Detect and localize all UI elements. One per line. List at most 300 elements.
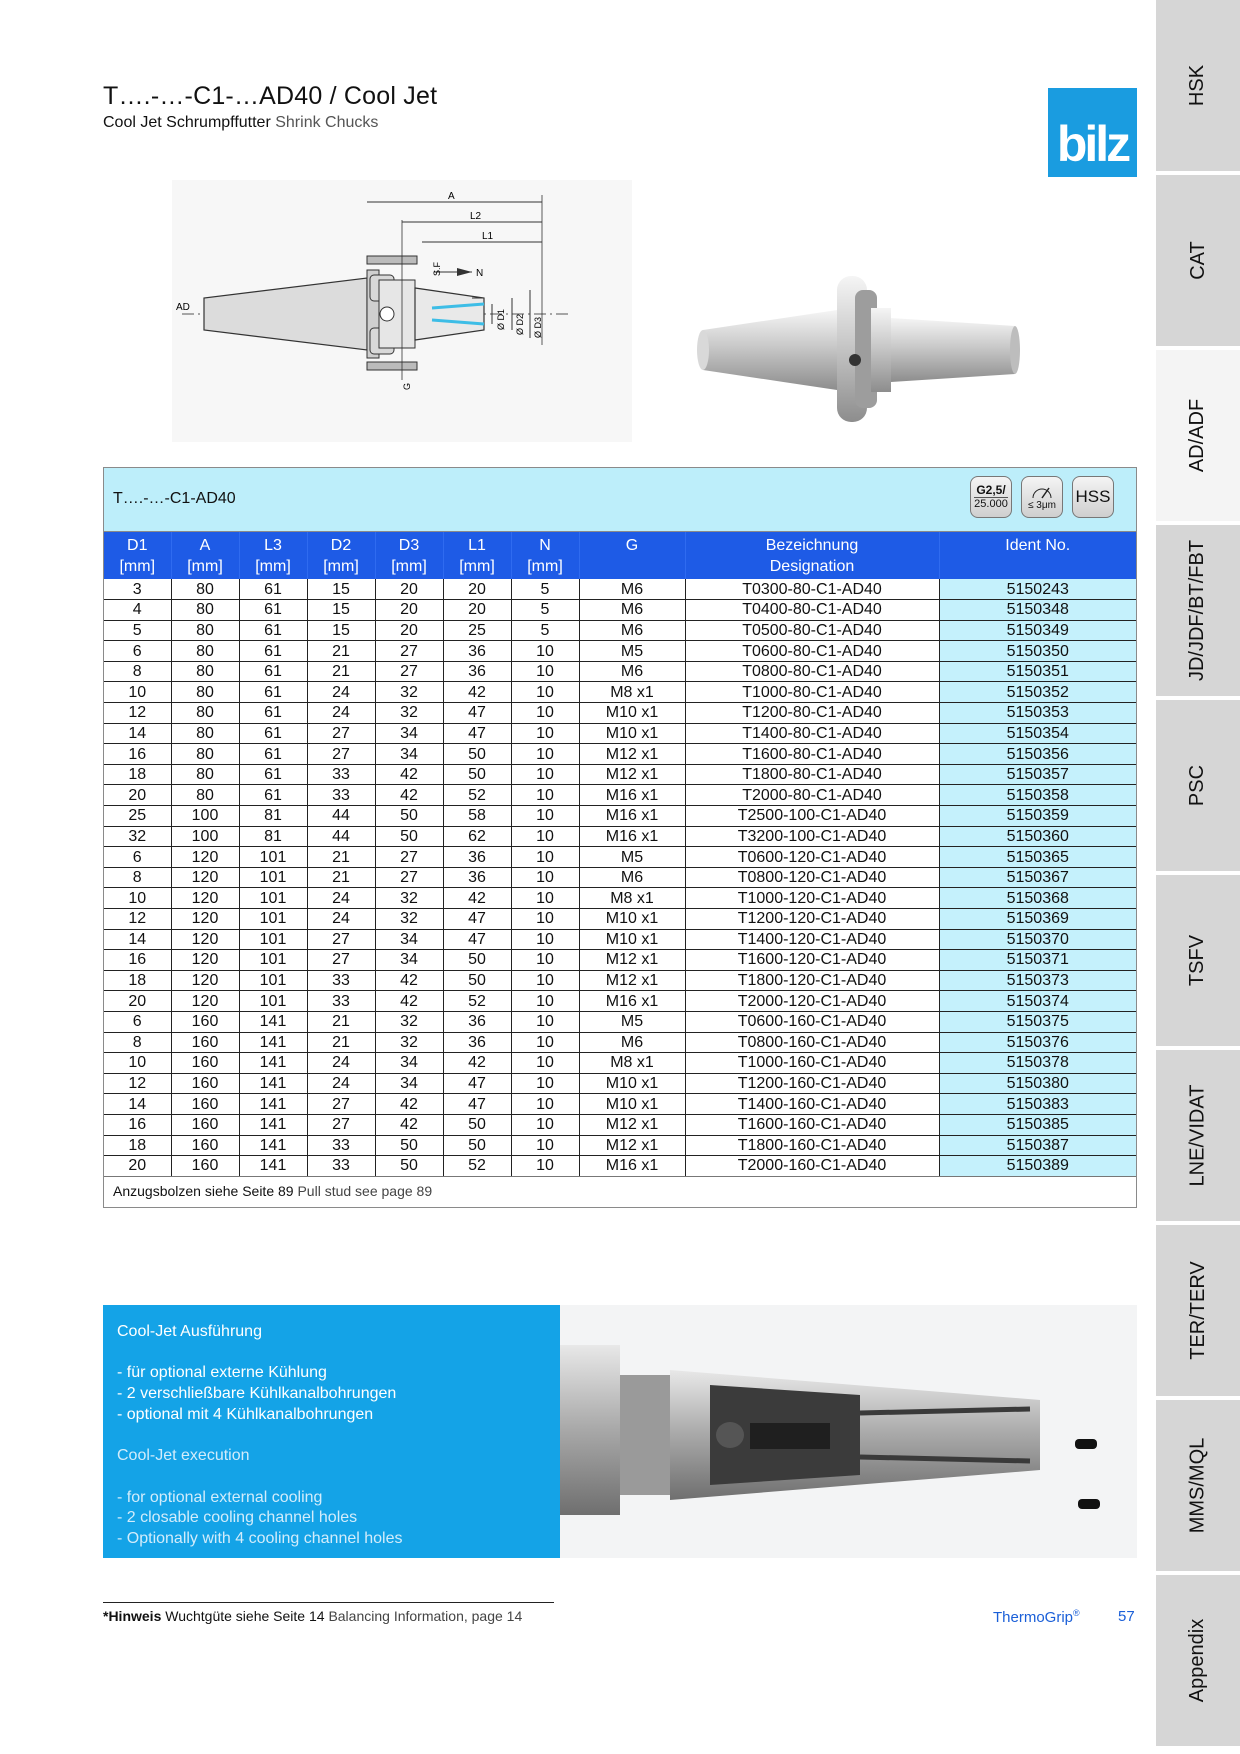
table-cell: T1800-160-C1-AD40 — [685, 1135, 939, 1156]
table-cell: 16 — [104, 1114, 171, 1135]
table-cell: 5150383 — [939, 1094, 1136, 1115]
table-cell: 160 — [171, 1032, 239, 1053]
table-cell: 10 — [511, 1073, 579, 1094]
table-cell: 36 — [443, 1032, 511, 1053]
table-cell: 10 — [511, 826, 579, 847]
table-cell: 5 — [511, 579, 579, 600]
side-tab[interactable] — [1156, 700, 1240, 873]
table-row — [104, 867, 1136, 888]
table-row — [104, 764, 1136, 785]
table-cell: 80 — [171, 682, 239, 703]
column-header — [939, 532, 1136, 579]
table-cell: M5 — [579, 1011, 685, 1032]
table-cell: M6 — [579, 661, 685, 682]
table-header-bar — [104, 468, 1136, 532]
product-table — [103, 467, 1137, 1208]
table-cell: T3200-100-C1-AD40 — [685, 826, 939, 847]
table-cell: 6 — [104, 847, 171, 868]
dim-ad: AD — [176, 302, 190, 313]
table-cell: 20 — [104, 1156, 171, 1177]
table-cell: 10 — [511, 1011, 579, 1032]
table-cell: M6 — [579, 579, 685, 600]
table-cell: 32 — [375, 1011, 443, 1032]
table-cell: 42 — [443, 682, 511, 703]
table-cell: 20 — [443, 579, 511, 600]
footer-note-en: Balancing Information, page 14 — [328, 1608, 523, 1624]
table-cell: 61 — [239, 682, 307, 703]
table-cell: 14 — [104, 929, 171, 950]
table-cell: M8 x1 — [579, 682, 685, 703]
table-cell: M16 x1 — [579, 1156, 685, 1177]
table-cell: 8 — [104, 661, 171, 682]
hss-badge: HSS — [1072, 476, 1114, 518]
table-cell: 61 — [239, 641, 307, 662]
column-header — [239, 532, 307, 579]
column-header-unit: [mm] — [323, 558, 359, 575]
table-cell: 27 — [307, 723, 375, 744]
brand-name — [993, 1608, 1080, 1626]
table-cell: 34 — [375, 1053, 443, 1074]
table-row — [104, 909, 1136, 930]
side-tab-label: HSK — [1186, 64, 1209, 107]
column-header — [171, 532, 239, 579]
table-cell: 10 — [511, 1094, 579, 1115]
table-cell: 160 — [171, 1156, 239, 1177]
table-row — [104, 806, 1136, 827]
table-cell: M5 — [579, 847, 685, 868]
table-cell: 50 — [443, 744, 511, 765]
table-cell: 80 — [171, 661, 239, 682]
table-cell: 10 — [511, 1135, 579, 1156]
table-row — [104, 661, 1136, 682]
table-cell: M6 — [579, 620, 685, 641]
table-note-en: Pull stud see page 89 — [297, 1182, 433, 1199]
table-cell: 32 — [375, 888, 443, 909]
column-header — [104, 532, 171, 579]
table-cell: 5150360 — [939, 826, 1136, 847]
table-row — [104, 847, 1136, 868]
table-cell: 5150385 — [939, 1114, 1136, 1135]
table-cell: 18 — [104, 1135, 171, 1156]
table-cell: 12 — [104, 703, 171, 724]
table-cell: T0600-120-C1-AD40 — [685, 847, 939, 868]
table-cell: 141 — [239, 1114, 307, 1135]
side-tab-label: CAT — [1186, 241, 1209, 280]
table-cell: 10 — [511, 929, 579, 950]
table-cell: 50 — [443, 1135, 511, 1156]
table-cell: 100 — [171, 806, 239, 827]
side-tab[interactable] — [1156, 1400, 1240, 1573]
table-cell: M10 x1 — [579, 929, 685, 950]
table-cell: 36 — [443, 867, 511, 888]
column-header — [579, 532, 685, 579]
column-header-unit: [mm] — [527, 558, 563, 575]
table-cell: 18 — [104, 970, 171, 991]
cooljet-item-de: - für optional externe Kühlung — [117, 1364, 327, 1382]
table-cell: 10 — [511, 888, 579, 909]
table-cell: 27 — [375, 661, 443, 682]
column-header-unit: [mm] — [459, 558, 495, 575]
table-cell: 141 — [239, 1156, 307, 1177]
column-header-name: L1 — [468, 537, 486, 554]
table-cell: 5 — [511, 600, 579, 621]
runout-value: ≤ 3μm — [1028, 499, 1056, 511]
table-cell: M10 x1 — [579, 909, 685, 930]
dim-n: N — [476, 268, 484, 279]
table-cell: 8 — [104, 1032, 171, 1053]
cooljet-item-en: - for optional external cooling — [117, 1488, 323, 1506]
table-cell: 10 — [511, 764, 579, 785]
table-cell: 33 — [307, 1135, 375, 1156]
table-cell: 33 — [307, 764, 375, 785]
table-cell: 32 — [375, 703, 443, 724]
side-tab[interactable] — [1156, 875, 1240, 1048]
table-cell: T0800-120-C1-AD40 — [685, 867, 939, 888]
table-cell: 10 — [511, 723, 579, 744]
side-tabs — [1156, 0, 1240, 1754]
table-cell: 80 — [171, 744, 239, 765]
side-tab[interactable] — [1156, 1050, 1240, 1223]
cutaway-image — [560, 1305, 1137, 1558]
table-cell: 10 — [511, 1032, 579, 1053]
table-cell: 34 — [375, 1073, 443, 1094]
table-cell: T1400-80-C1-AD40 — [685, 723, 939, 744]
table-cell: T2000-160-C1-AD40 — [685, 1156, 939, 1177]
dim-d3: Ø D3 — [533, 316, 543, 338]
product-photo-svg — [695, 268, 1025, 428]
table-cell: 47 — [443, 1094, 511, 1115]
table-cell: 10 — [511, 1114, 579, 1135]
table-cell: 160 — [171, 1094, 239, 1115]
table-row — [104, 703, 1136, 724]
table-cell: 5150375 — [939, 1011, 1136, 1032]
subtitle-de: Cool Jet Schrumpffutter — [103, 114, 271, 131]
dim-sf: S.F — [432, 261, 442, 276]
table-cell: 80 — [171, 600, 239, 621]
side-tab[interactable] — [1156, 1575, 1240, 1748]
table-cell: 10 — [511, 847, 579, 868]
table-cell: 5150243 — [939, 579, 1136, 600]
table-cell: 42 — [375, 970, 443, 991]
table-cell: 80 — [171, 703, 239, 724]
table-cell: 8 — [104, 867, 171, 888]
table-cell: T0800-80-C1-AD40 — [685, 661, 939, 682]
table-cell: 160 — [171, 1114, 239, 1135]
table-cell: M6 — [579, 867, 685, 888]
table-cell: 42 — [375, 785, 443, 806]
table-cell: 10 — [511, 1053, 579, 1074]
table-row — [104, 888, 1136, 909]
table-cell: 80 — [171, 579, 239, 600]
side-tab[interactable] — [1156, 1225, 1240, 1398]
table-cell: 5150354 — [939, 723, 1136, 744]
table-cell: 24 — [307, 1053, 375, 1074]
table-cell: 33 — [307, 991, 375, 1012]
table-cell: M6 — [579, 1032, 685, 1053]
table-cell: 5150368 — [939, 888, 1136, 909]
column-header-unit: [mm] — [119, 558, 156, 575]
table-cell: 21 — [307, 1011, 375, 1032]
footer-note — [103, 1608, 522, 1624]
table-cell: 5150356 — [939, 744, 1136, 765]
table-cell: 160 — [171, 1053, 239, 1074]
subtitle-en: Shrink Chucks — [275, 114, 379, 131]
table-cell: M10 x1 — [579, 723, 685, 744]
column-header-unit: Designation — [769, 558, 855, 575]
table-cell: 27 — [307, 1114, 375, 1135]
column-header-name: Ident No. — [1005, 537, 1071, 554]
table-cell: 20 — [375, 600, 443, 621]
side-tab[interactable] — [1156, 175, 1240, 348]
column-header-name: G — [625, 537, 639, 554]
table-cell: 36 — [443, 847, 511, 868]
table-cell: 27 — [375, 867, 443, 888]
side-tab[interactable] — [1156, 525, 1240, 698]
table-cell: T1600-160-C1-AD40 — [685, 1114, 939, 1135]
table-cell: 10 — [511, 785, 579, 806]
table-cell: T1600-120-C1-AD40 — [685, 950, 939, 971]
table-cell: 34 — [375, 744, 443, 765]
table-cell: 50 — [443, 764, 511, 785]
table-cell: 14 — [104, 723, 171, 744]
table-cell: 10 — [104, 1053, 171, 1074]
table-cell: 141 — [239, 1135, 307, 1156]
table-row — [104, 785, 1136, 806]
table-row — [104, 641, 1136, 662]
table-cell: 10 — [511, 682, 579, 703]
table-cell: 25 — [443, 620, 511, 641]
table-cell: 12 — [104, 909, 171, 930]
table-cell: 6 — [104, 1011, 171, 1032]
table-cell: 25 — [104, 806, 171, 827]
table-cell: 4 — [104, 600, 171, 621]
table-cell: 21 — [307, 867, 375, 888]
table-cell: 160 — [171, 1135, 239, 1156]
table-cell: 10 — [511, 909, 579, 930]
table-cell: 5150352 — [939, 682, 1136, 703]
table-cell: 80 — [171, 764, 239, 785]
column-header — [307, 532, 375, 579]
table-cell: 27 — [375, 847, 443, 868]
table-cell: 42 — [375, 764, 443, 785]
table-cell: 24 — [307, 1073, 375, 1094]
table-cell: T2500-100-C1-AD40 — [685, 806, 939, 827]
cooljet-item-en: - Optionally with 4 cooling channel holes — [117, 1529, 403, 1547]
table-cell: 100 — [171, 826, 239, 847]
table-cell: 160 — [171, 1011, 239, 1032]
cooljet-item-de: - optional mit 4 Kühlkanalbohrungen — [117, 1405, 374, 1423]
dim-d2: Ø D2 — [515, 313, 525, 335]
table-cell: 5150374 — [939, 991, 1136, 1012]
column-header-name: Bezeichnung — [765, 537, 859, 554]
table-cell: T1800-120-C1-AD40 — [685, 970, 939, 991]
table-cell: T0600-80-C1-AD40 — [685, 641, 939, 662]
table-cell: 21 — [307, 847, 375, 868]
column-header-unit: [mm] — [391, 558, 427, 575]
table-cell: 5150376 — [939, 1032, 1136, 1053]
column-header — [511, 532, 579, 579]
table-cell: 20 — [375, 579, 443, 600]
balancing-badge — [970, 476, 1012, 518]
table-cell: 21 — [307, 641, 375, 662]
footer-note-label: *Hinweis — [103, 1608, 162, 1624]
table-cell: 101 — [239, 847, 307, 868]
table-cell: 61 — [239, 620, 307, 641]
table-cell: 27 — [307, 1094, 375, 1115]
table-cell: 50 — [375, 806, 443, 827]
table-row — [104, 600, 1136, 621]
table-cell: 61 — [239, 785, 307, 806]
table-cell: 42 — [375, 991, 443, 1012]
table-cell: 52 — [443, 785, 511, 806]
table-cell: T1200-120-C1-AD40 — [685, 909, 939, 930]
table-cell: 50 — [375, 1156, 443, 1177]
column-header-unit: [mm] — [187, 558, 223, 575]
table-cell: 61 — [239, 661, 307, 682]
table-cell: 62 — [443, 826, 511, 847]
page-number: 57 — [1118, 1608, 1135, 1625]
drawing-svg — [172, 180, 632, 442]
table-row — [104, 1094, 1136, 1115]
table-cell: 10 — [511, 970, 579, 991]
badges — [970, 476, 1114, 518]
table-cell: T0600-160-C1-AD40 — [685, 1011, 939, 1032]
table-cell: 5150369 — [939, 909, 1136, 930]
table-cell: 61 — [239, 744, 307, 765]
table-cell: 10 — [511, 641, 579, 662]
cooljet-info-box — [103, 1305, 560, 1558]
table-cell: 36 — [443, 1011, 511, 1032]
table-cell: T0400-80-C1-AD40 — [685, 600, 939, 621]
table-cell: 61 — [239, 764, 307, 785]
table-cell: M5 — [579, 641, 685, 662]
table-cell: 141 — [239, 1011, 307, 1032]
table-cell: M10 x1 — [579, 1094, 685, 1115]
table-row — [104, 991, 1136, 1012]
table-cell: 101 — [239, 950, 307, 971]
table-cell: 5150387 — [939, 1135, 1136, 1156]
table-row — [104, 929, 1136, 950]
table-cell: M16 x1 — [579, 785, 685, 806]
table-cell: 10 — [511, 661, 579, 682]
side-tab-label: JD/JDF/BT/FBT — [1186, 539, 1209, 682]
dim-a: A — [448, 191, 455, 202]
side-tab-label: PSC — [1186, 764, 1209, 807]
side-tab[interactable] — [1156, 0, 1240, 173]
side-tab-label: Appendix — [1186, 1618, 1209, 1703]
cutaway-svg — [560, 1305, 1137, 1558]
table-cell: 141 — [239, 1053, 307, 1074]
table-cell: 34 — [375, 950, 443, 971]
table-cell: 24 — [307, 703, 375, 724]
table-cell: 10 — [511, 991, 579, 1012]
table-cell: 5150359 — [939, 806, 1136, 827]
table-cell: 5150353 — [939, 703, 1136, 724]
table-cell: 6 — [104, 641, 171, 662]
data-table — [104, 532, 1136, 1177]
dim-l2: L2 — [470, 211, 482, 222]
table-cell: 47 — [443, 909, 511, 930]
page-title: T….-…-C1-…AD40 / Cool Jet — [103, 82, 438, 110]
table-row — [104, 620, 1136, 641]
table-cell: 101 — [239, 888, 307, 909]
table-cell: 101 — [239, 867, 307, 888]
side-tab-label: TSFV — [1186, 934, 1209, 987]
table-cell: 12 — [104, 1073, 171, 1094]
cooljet-title-de: Cool-Jet Ausführung — [117, 1323, 262, 1340]
table-note-de: Anzugsbolzen siehe Seite 89 — [113, 1182, 294, 1199]
table-cell: 33 — [307, 970, 375, 991]
table-row — [104, 1114, 1136, 1135]
table-cell: 50 — [443, 970, 511, 991]
table-cell: 80 — [171, 785, 239, 806]
table-cell: M12 x1 — [579, 1135, 685, 1156]
table-cell: 10 — [511, 867, 579, 888]
table-cell: M12 x1 — [579, 970, 685, 991]
table-cell: 36 — [443, 661, 511, 682]
table-row — [104, 723, 1136, 744]
table-cell: 101 — [239, 970, 307, 991]
table-cell: 5150357 — [939, 764, 1136, 785]
table-cell: 47 — [443, 1073, 511, 1094]
table-row — [104, 579, 1136, 600]
table-cell: 61 — [239, 579, 307, 600]
table-cell: 120 — [171, 888, 239, 909]
table-cell: 141 — [239, 1032, 307, 1053]
side-tab-label: MMS/MQL — [1186, 1437, 1209, 1534]
column-header-unit: [mm] — [255, 558, 291, 575]
table-cell: 20 — [104, 991, 171, 1012]
table-row — [104, 826, 1136, 847]
table-cell: 120 — [171, 929, 239, 950]
table-cell: 24 — [307, 909, 375, 930]
table-cell: 61 — [239, 703, 307, 724]
table-cell: T1200-80-C1-AD40 — [685, 703, 939, 724]
table-title: T….-…-C1-AD40 — [113, 490, 236, 507]
table-cell: 44 — [307, 826, 375, 847]
table-cell: 5 — [104, 620, 171, 641]
table-cell: 47 — [443, 929, 511, 950]
table-cell: 21 — [307, 1032, 375, 1053]
table-cell: 50 — [375, 826, 443, 847]
table-cell: T0300-80-C1-AD40 — [685, 579, 939, 600]
side-tab[interactable] — [1156, 350, 1240, 523]
table-cell: 10 — [104, 888, 171, 909]
table-cell: 42 — [375, 1114, 443, 1135]
table-cell: T1400-160-C1-AD40 — [685, 1094, 939, 1115]
table-cell: 5150380 — [939, 1073, 1136, 1094]
brand-registered-mark: ® — [1073, 1608, 1080, 1618]
table-cell: 10 — [511, 950, 579, 971]
table-cell: 5150365 — [939, 847, 1136, 868]
table-cell: 80 — [171, 723, 239, 744]
gauge-icon — [1031, 484, 1053, 500]
table-cell: 47 — [443, 723, 511, 744]
table-cell: 33 — [307, 785, 375, 806]
table-cell: 32 — [104, 826, 171, 847]
table-cell: 5150370 — [939, 929, 1136, 950]
table-cell: 5150367 — [939, 867, 1136, 888]
table-cell: 5150389 — [939, 1156, 1136, 1177]
column-header — [443, 532, 511, 579]
table-cell: 47 — [443, 703, 511, 724]
table-cell: T1000-120-C1-AD40 — [685, 888, 939, 909]
technical-drawing — [172, 180, 632, 442]
table-cell: 27 — [307, 950, 375, 971]
page-subtitle — [103, 114, 378, 132]
table-cell: 5150350 — [939, 641, 1136, 662]
table-cell: M12 x1 — [579, 950, 685, 971]
